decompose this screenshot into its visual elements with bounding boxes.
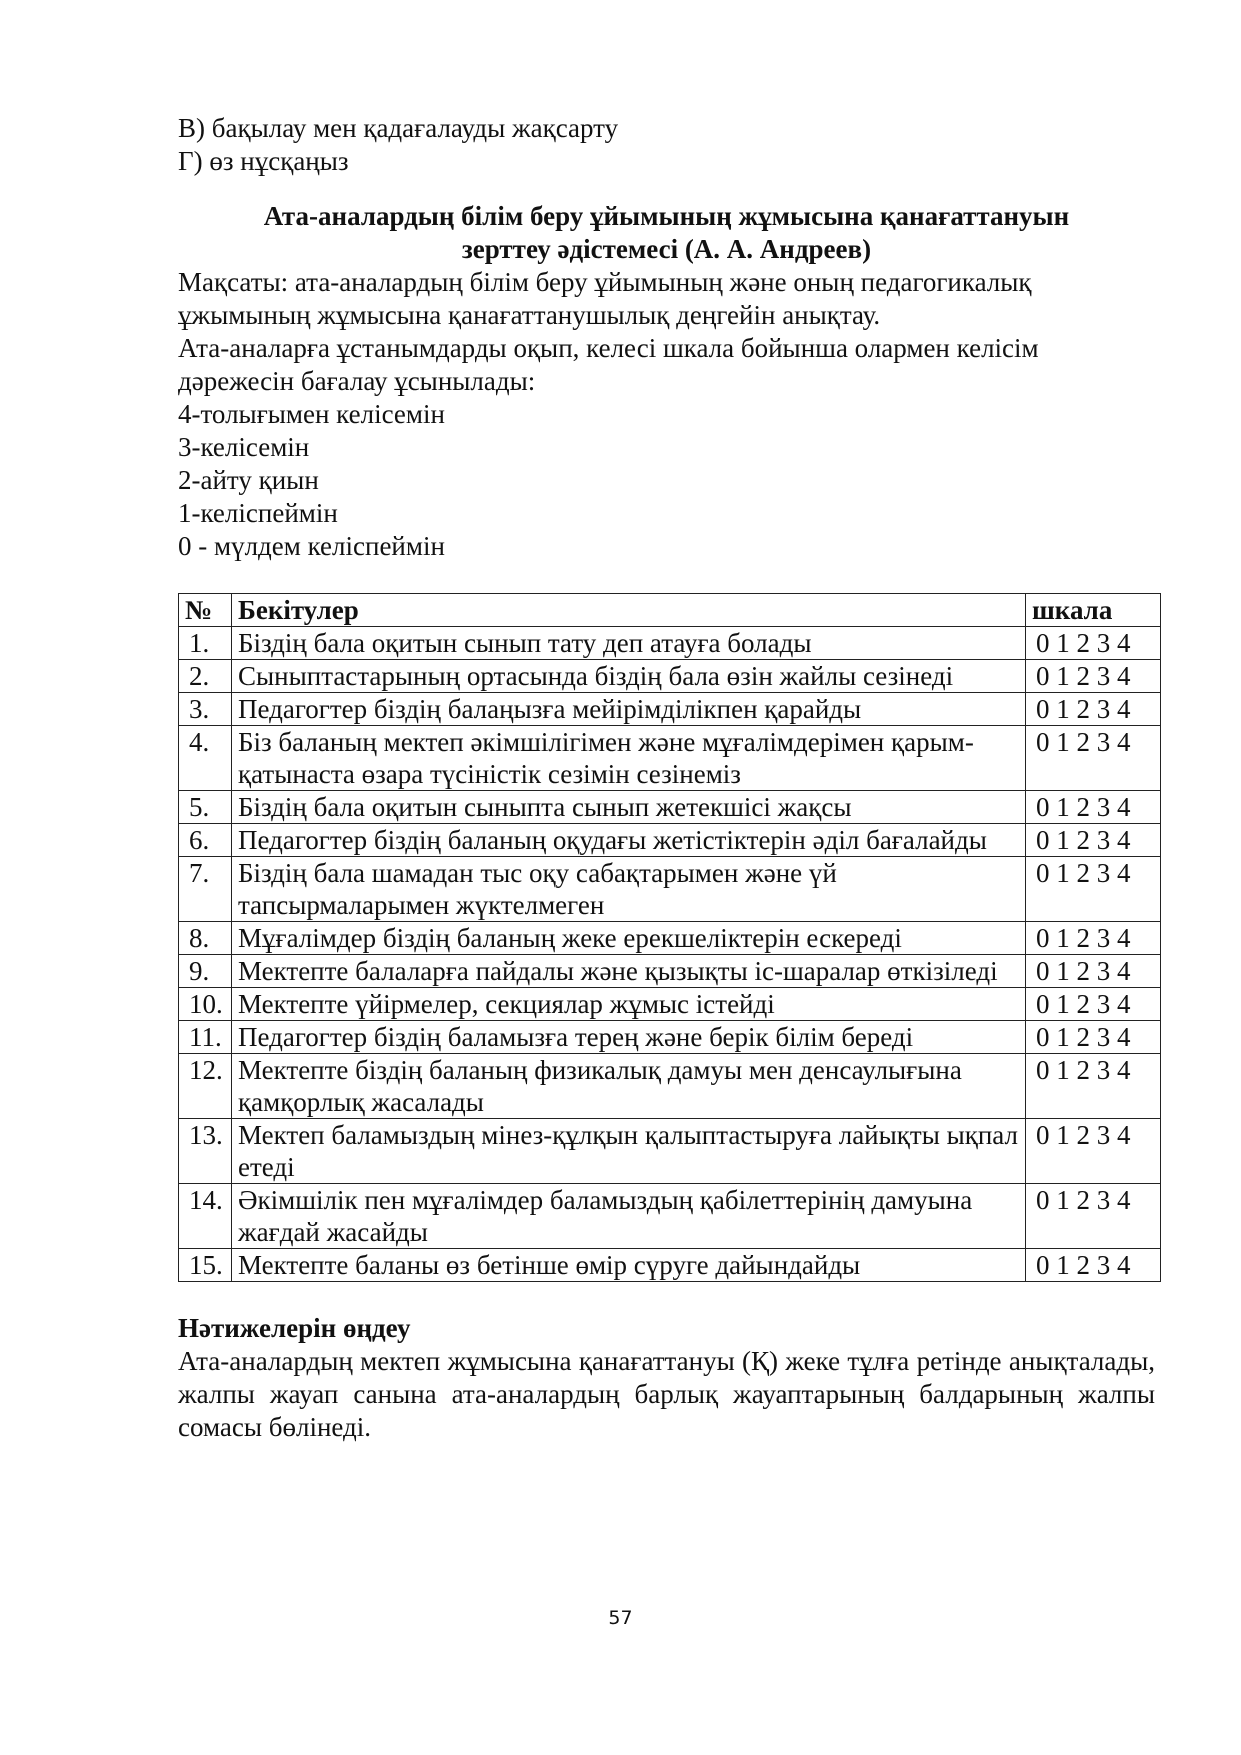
row-statement: Мектеп баламыздың мінез-құлқын қалыптастыруға лайықты ықпал етеді <box>232 1119 1026 1184</box>
goal-line-2: ұжымының жұмысына қанағаттанушылық деңгейін анықтау. <box>178 300 881 330</box>
row-scale: 0 1 2 3 4 <box>1026 627 1161 660</box>
table-row <box>179 693 1161 726</box>
header-num: № <box>179 594 232 627</box>
row-statement: Біздің бала оқитын сынып тату деп атауға болады <box>232 627 1026 660</box>
row-statement: Біздің бала шамадан тыс оқу сабақтарымен және үй тапсырмаларымен жүктелмеген <box>232 857 1026 922</box>
row-number: 3. <box>179 693 232 726</box>
table-row <box>179 922 1161 955</box>
scale-level-2: 2-айту қиын <box>178 465 319 495</box>
row-statement: Әкімшілік пен мұғалімдер баламыздың қабілеттерінің дамуына жағдай жасайды <box>232 1184 1026 1249</box>
row-statement: Сыныптастарының ортасында біздің бала өзін жайлы сезінеді <box>232 660 1026 693</box>
row-scale: 0 1 2 3 4 <box>1026 1249 1161 1282</box>
scale-level-4: 4-толығымен келісемін <box>178 399 445 429</box>
table-row <box>179 1249 1161 1282</box>
row-statement: Мұғалімдер біздің баланың жеке ерекшеліктерін ескереді <box>232 922 1026 955</box>
instruction-line-2: дәрежесін бағалау ұсынылады: <box>178 366 536 396</box>
table-row <box>179 824 1161 857</box>
row-scale: 0 1 2 3 4 <box>1026 1119 1161 1184</box>
table-row <box>179 988 1161 1021</box>
table-row <box>179 791 1161 824</box>
row-statement: Біздің бала оқитын сыныпта сынып жетекшісі жақсы <box>232 791 1026 824</box>
table-row <box>179 660 1161 693</box>
header-scale: шкала <box>1026 594 1161 627</box>
row-scale: 0 1 2 3 4 <box>1026 791 1161 824</box>
row-number: 8. <box>179 922 232 955</box>
scale-level-1: 1-келіспеймін <box>178 498 338 528</box>
row-scale: 0 1 2 3 4 <box>1026 955 1161 988</box>
row-number: 6. <box>179 824 232 857</box>
row-statement: Мектепте үйірмелер, секциялар жұмыс істейді <box>232 988 1026 1021</box>
method-title-line-2: зерттеу әдістемесі (А. А. Андреев) <box>461 234 872 264</box>
table-body <box>179 627 1161 1282</box>
row-statement: Мектепте біздің баланың физикалық дамуы мен денсаулығына қамқорлық жасалады <box>232 1054 1026 1119</box>
row-number: 13. <box>179 1119 232 1184</box>
row-scale: 0 1 2 3 4 <box>1026 1184 1161 1249</box>
table-row <box>179 726 1161 791</box>
row-number: 12. <box>179 1054 232 1119</box>
row-number: 5. <box>179 791 232 824</box>
table-row <box>179 1119 1161 1184</box>
row-scale: 0 1 2 3 4 <box>1026 824 1161 857</box>
row-number: 10. <box>179 988 232 1021</box>
row-number: 15. <box>179 1249 232 1282</box>
table-header-row <box>179 594 1161 627</box>
row-statement: Педагогтер біздің баламызға терең және берік білім береді <box>232 1021 1026 1054</box>
table-row <box>179 1184 1161 1249</box>
row-scale: 0 1 2 3 4 <box>1026 726 1161 791</box>
row-scale: 0 1 2 3 4 <box>1026 922 1161 955</box>
table-row <box>179 1021 1161 1054</box>
row-statement: Мектепте баланы өз бетінше өмір сүруге дайындайды <box>232 1249 1026 1282</box>
table-row <box>179 857 1161 922</box>
processing-text: Ата-аналардың мектеп жұмысына қанағаттануы (Қ) жеке тұлға ретінде анықталады, жалпы жауап санына ата-аналардың барлық жауаптарының балдарының жалпы сомасы бөлінеді. <box>178 1346 1155 1442</box>
row-statement: Педагогтер біздің баланың оқудағы жетістіктерін әділ бағалайды <box>232 824 1026 857</box>
row-statement: Біз баланың мектеп әкімшілігімен және мұғалімдерімен қарым-қатынаста өзара түсіністік сезімін сезінеміз <box>232 726 1026 791</box>
table-row <box>179 955 1161 988</box>
row-number: 9. <box>179 955 232 988</box>
option-v: В) бақылау мен қадағалауды жақсарту <box>178 113 619 143</box>
row-number: 4. <box>179 726 232 791</box>
instruction-line-1: Ата-аналарға ұстанымдарды оқып, келесі шкала бойынша олармен келісім <box>178 333 1039 363</box>
row-scale: 0 1 2 3 4 <box>1026 660 1161 693</box>
option-g: Г) өз нұсқаңыз <box>178 146 349 176</box>
row-number: 14. <box>179 1184 232 1249</box>
goal-line-1: Мақсаты: ата-аналардың білім беру ұйымының және оның педагогикалық <box>178 267 1032 297</box>
row-scale: 0 1 2 3 4 <box>1026 1054 1161 1119</box>
row-statement: Педагогтер біздің балаңызға мейірімділікпен қарайды <box>232 693 1026 726</box>
table-row <box>179 1054 1161 1119</box>
row-scale: 0 1 2 3 4 <box>1026 988 1161 1021</box>
page-number: 57 <box>608 1607 633 1629</box>
processing-heading: Нәтижелерін өңдеу <box>178 1313 411 1343</box>
questionnaire-table <box>178 593 1161 1282</box>
row-number: 1. <box>179 627 232 660</box>
row-scale: 0 1 2 3 4 <box>1026 693 1161 726</box>
row-number: 11. <box>179 1021 232 1054</box>
row-scale: 0 1 2 3 4 <box>1026 1021 1161 1054</box>
row-scale: 0 1 2 3 4 <box>1026 857 1161 922</box>
header-statement: Бекітулер <box>232 594 1026 627</box>
row-number: 2. <box>179 660 232 693</box>
method-title-line-1: Ата-аналардың білім беру ұйымының жұмысына қанағаттануын <box>263 201 1070 231</box>
document-page <box>178 112 1155 1444</box>
row-statement: Мектепте балаларға пайдалы және қызықты іс-шаралар өткізіледі <box>232 955 1026 988</box>
row-number: 7. <box>179 857 232 922</box>
scale-level-0: 0 - мүлдем келіспеймін <box>178 531 445 561</box>
table-row <box>179 627 1161 660</box>
scale-level-3: 3-келісемін <box>178 432 310 462</box>
